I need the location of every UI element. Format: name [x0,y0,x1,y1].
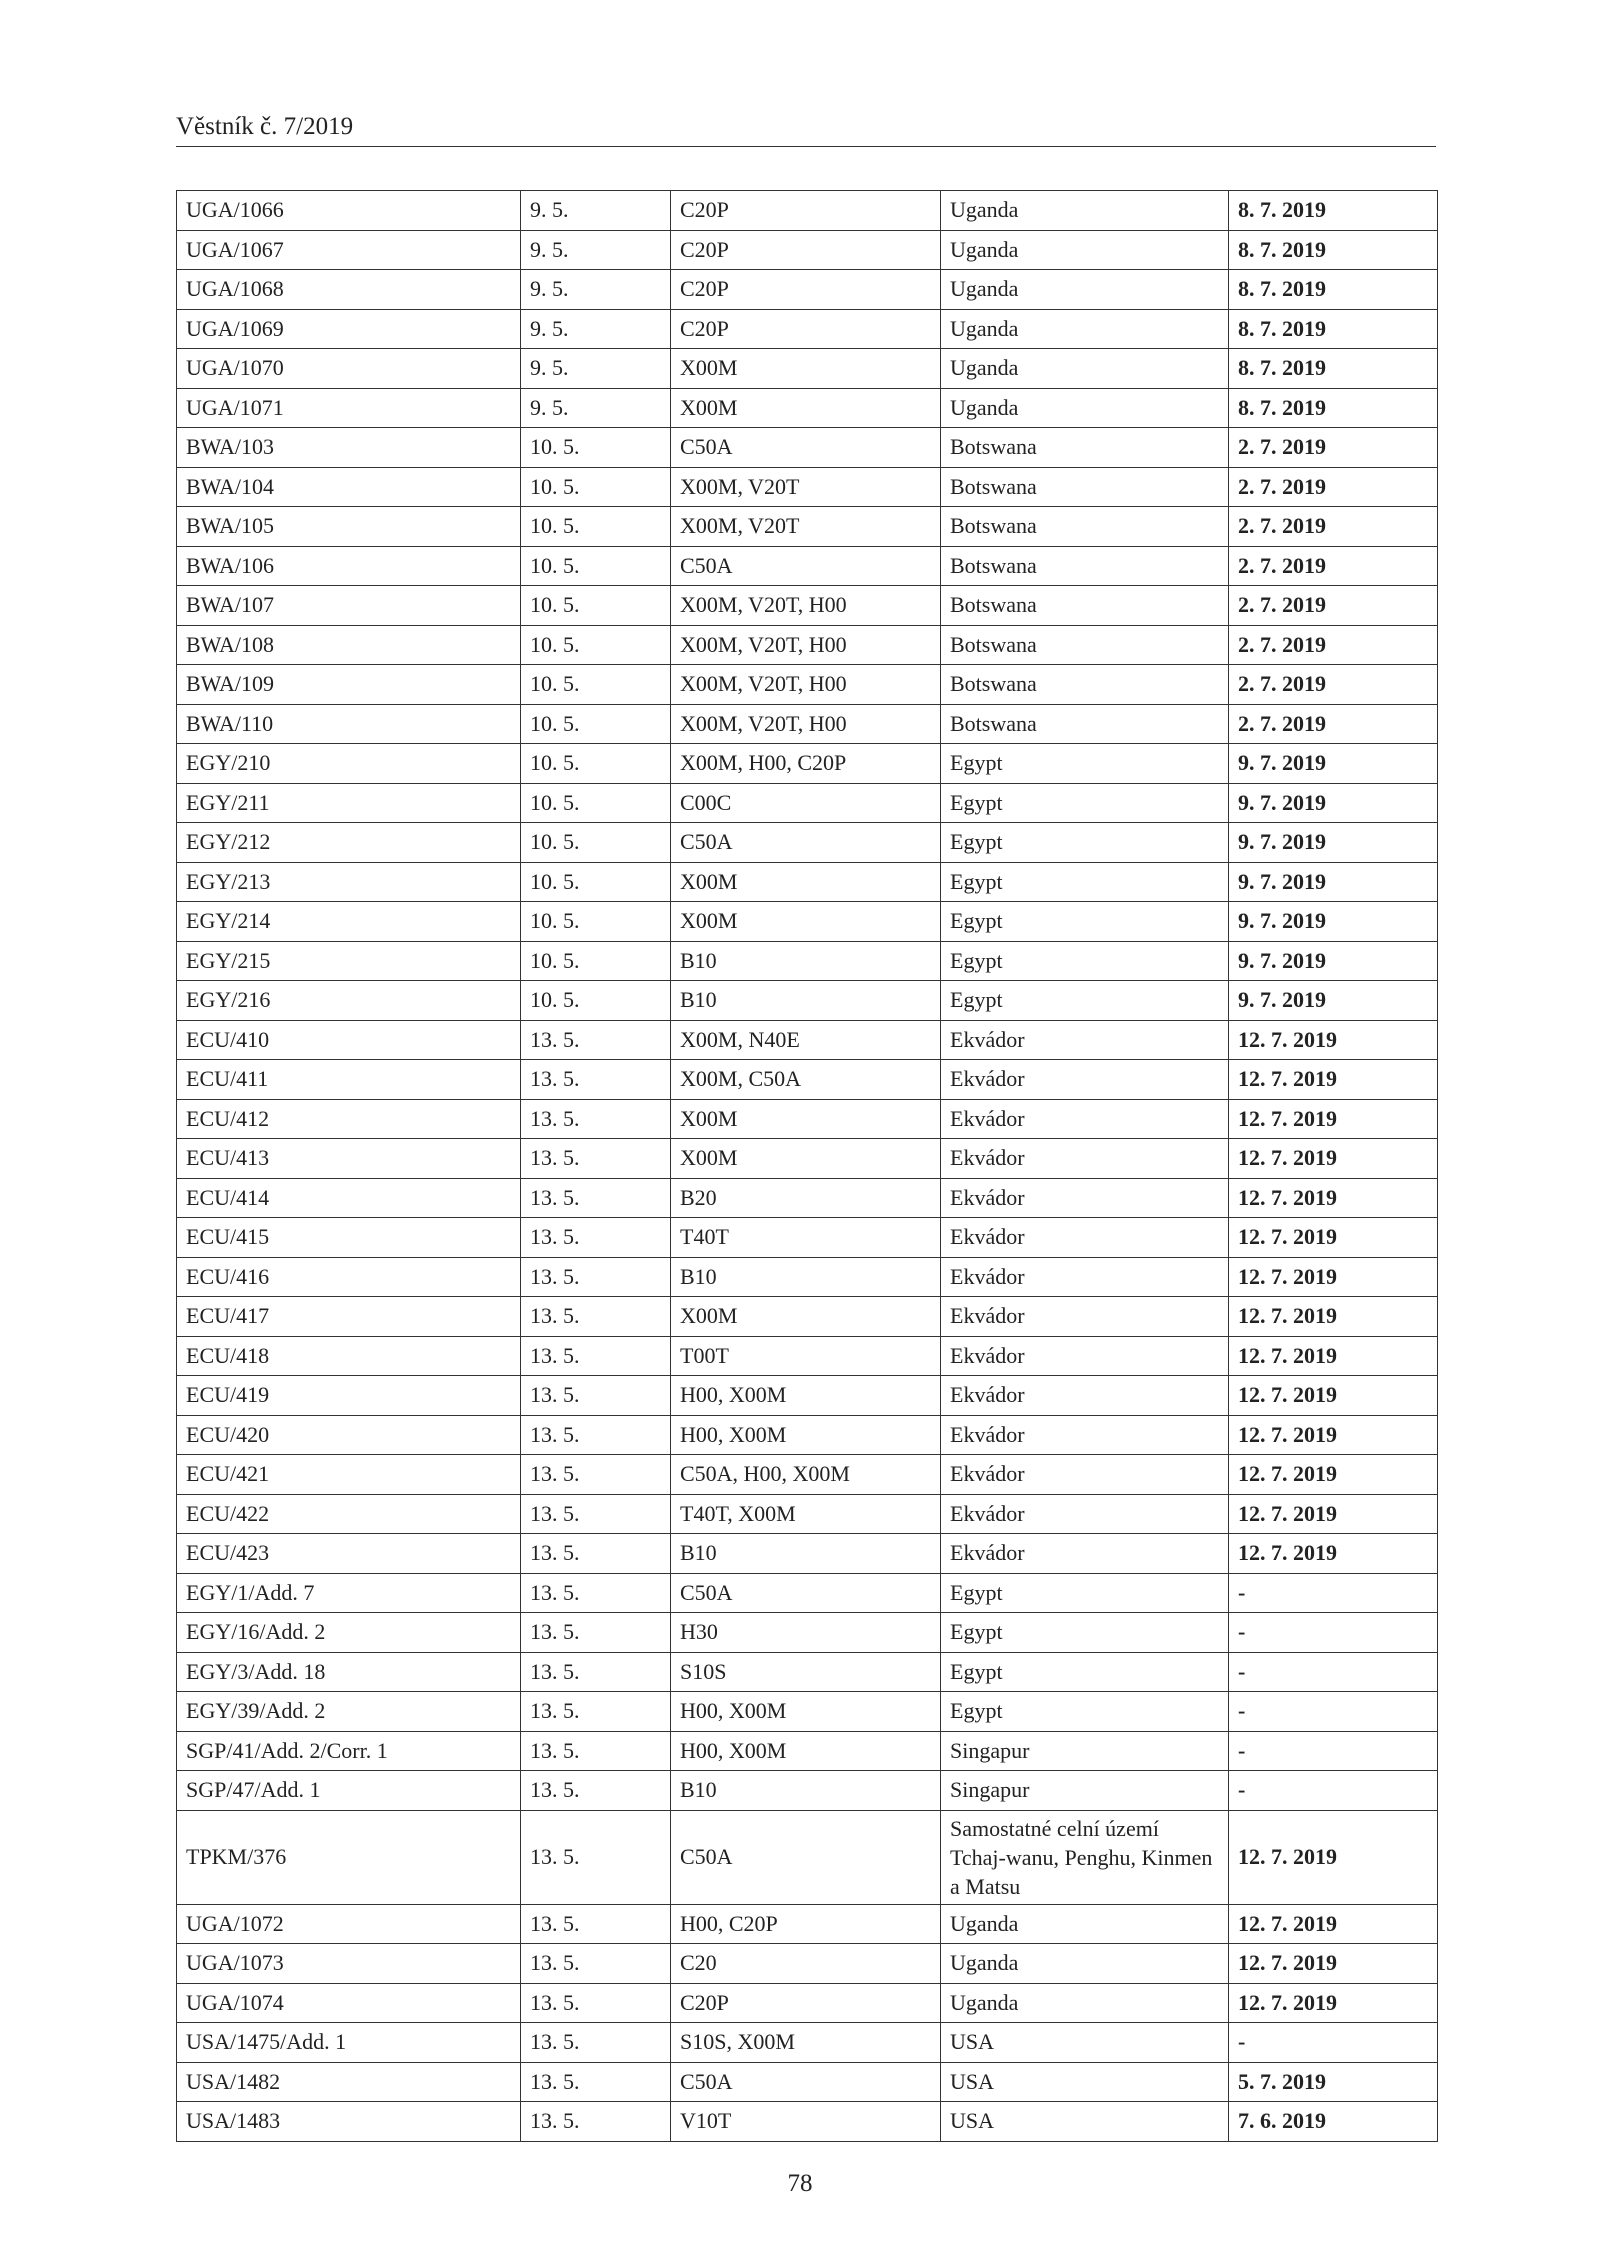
document-id-cell: EGY/16/Add. 2 [177,1613,521,1653]
country-cell: Uganda [941,388,1229,428]
date-cell: 13. 5. [521,2062,671,2102]
date-cell: 10. 5. [521,625,671,665]
deadline-cell: 2. 7. 2019 [1229,467,1438,507]
table-row [177,2062,1438,2102]
document-id-cell: EGY/39/Add. 2 [177,1692,521,1732]
country-cell: Ekvádor [941,1218,1229,1258]
country-cell: Ekvádor [941,1020,1229,1060]
date-cell: 13. 5. [521,1376,671,1416]
document-id-cell: ECU/422 [177,1494,521,1534]
code-cell: C20P [671,230,941,270]
table-row [177,191,1438,231]
deadline-cell: 12. 7. 2019 [1229,1904,1438,1944]
country-cell: Egypt [941,783,1229,823]
table-row [177,1060,1438,1100]
date-cell: 10. 5. [521,981,671,1021]
table-row [177,1652,1438,1692]
code-cell: X00M [671,349,941,389]
table-row [177,1139,1438,1179]
document-id-cell: USA/1482 [177,2062,521,2102]
table-row [177,981,1438,1021]
code-cell: C00C [671,783,941,823]
table-row [177,1613,1438,1653]
country-cell: Egypt [941,941,1229,981]
country-cell: Singapur [941,1771,1229,1811]
document-id-cell: TPKM/376 [177,1810,521,1904]
deadline-cell: 9. 7. 2019 [1229,902,1438,942]
document-id-cell: ECU/421 [177,1455,521,1495]
document-id-cell: ECU/413 [177,1139,521,1179]
date-cell: 13. 5. [521,1060,671,1100]
table-row [177,1257,1438,1297]
table-row [177,349,1438,389]
date-cell: 9. 5. [521,230,671,270]
code-cell: C20P [671,191,941,231]
deadline-cell: 8. 7. 2019 [1229,270,1438,310]
code-cell: V10T [671,2102,941,2142]
deadline-cell: - [1229,1613,1438,1653]
table-row [177,388,1438,428]
document-id-cell: EGY/211 [177,783,521,823]
table-row [177,1376,1438,1416]
document-id-cell: ECU/417 [177,1297,521,1337]
deadline-cell: - [1229,2023,1438,2063]
deadline-cell: 9. 7. 2019 [1229,941,1438,981]
date-cell: 13. 5. [521,1020,671,1060]
table-row [177,1218,1438,1258]
country-cell: Ekvádor [941,1099,1229,1139]
document-id-cell: BWA/109 [177,665,521,705]
country-cell: Ekvádor [941,1178,1229,1218]
date-cell: 10. 5. [521,586,671,626]
table-row [177,941,1438,981]
table-row [177,428,1438,468]
document-id-cell: SGP/47/Add. 1 [177,1771,521,1811]
date-cell: 10. 5. [521,507,671,547]
date-cell: 10. 5. [521,783,671,823]
country-cell: Egypt [941,744,1229,784]
document-id-cell: ECU/411 [177,1060,521,1100]
date-cell: 10. 5. [521,862,671,902]
notification-table [176,190,1438,2142]
deadline-cell: 12. 7. 2019 [1229,1060,1438,1100]
code-cell: B10 [671,1771,941,1811]
table-row [177,586,1438,626]
table-row [177,902,1438,942]
country-cell: Ekvádor [941,1060,1229,1100]
date-cell: 13. 5. [521,1944,671,1984]
table-row [177,270,1438,310]
code-cell: C20P [671,309,941,349]
code-cell: C20P [671,1983,941,2023]
date-cell: 13. 5. [521,1810,671,1904]
date-cell: 13. 5. [521,2102,671,2142]
date-cell: 10. 5. [521,704,671,744]
table-row [177,1178,1438,1218]
table-row [177,1810,1438,1904]
code-cell: B20 [671,1178,941,1218]
document-id-cell: BWA/104 [177,467,521,507]
code-cell: C50A, H00, X00M [671,1455,941,1495]
date-cell: 13. 5. [521,1178,671,1218]
country-cell: Egypt [941,862,1229,902]
document-id-cell: UGA/1074 [177,1983,521,2023]
table-row [177,1494,1438,1534]
country-cell: Egypt [941,902,1229,942]
code-cell: H00, X00M [671,1376,941,1416]
table-row [177,230,1438,270]
deadline-cell: 8. 7. 2019 [1229,349,1438,389]
country-cell: Ekvádor [941,1336,1229,1376]
page-number: 78 [787,2170,813,2197]
deadline-cell: 5. 7. 2019 [1229,2062,1438,2102]
document-id-cell: BWA/107 [177,586,521,626]
date-cell: 13. 5. [521,1455,671,1495]
document-id-cell: EGY/3/Add. 18 [177,1652,521,1692]
date-cell: 13. 5. [521,1904,671,1944]
document-id-cell: BWA/108 [177,625,521,665]
code-cell: C50A [671,1810,941,1904]
document-id-cell: UGA/1073 [177,1944,521,1984]
date-cell: 13. 5. [521,1613,671,1653]
table-row [177,467,1438,507]
date-cell: 13. 5. [521,1692,671,1732]
table-row [177,1771,1438,1811]
document-id-cell: BWA/103 [177,428,521,468]
code-cell: X00M, N40E [671,1020,941,1060]
code-cell: H30 [671,1613,941,1653]
country-cell: USA [941,2102,1229,2142]
date-cell: 9. 5. [521,309,671,349]
deadline-cell: 12. 7. 2019 [1229,1178,1438,1218]
table-row [177,1731,1438,1771]
country-cell: Uganda [941,349,1229,389]
table-row [177,1983,1438,2023]
table-row [177,1415,1438,1455]
country-cell: Egypt [941,1613,1229,1653]
country-cell: Ekvádor [941,1139,1229,1179]
date-cell: 13. 5. [521,1731,671,1771]
deadline-cell: 12. 7. 2019 [1229,1020,1438,1060]
journal-title: Věstník č. 7/2019 [176,113,354,140]
table-row [177,2102,1438,2142]
deadline-cell: 2. 7. 2019 [1229,546,1438,586]
document-id-cell: EGY/213 [177,862,521,902]
document-id-cell: ECU/419 [177,1376,521,1416]
code-cell: C50A [671,823,941,863]
table-row [177,744,1438,784]
date-cell: 13. 5. [521,1771,671,1811]
country-cell: Singapur [941,1731,1229,1771]
country-cell: Egypt [941,1692,1229,1732]
document-id-cell: UGA/1072 [177,1904,521,1944]
code-cell: C50A [671,1573,941,1613]
deadline-cell: 12. 7. 2019 [1229,1455,1438,1495]
table-row [177,309,1438,349]
country-cell: Botswana [941,546,1229,586]
code-cell: T40T [671,1218,941,1258]
deadline-cell: 8. 7. 2019 [1229,230,1438,270]
page-footer [0,2170,1600,2198]
code-cell: X00M, V20T [671,467,941,507]
deadline-cell: 8. 7. 2019 [1229,388,1438,428]
deadline-cell: 9. 7. 2019 [1229,823,1438,863]
document-id-cell: UGA/1066 [177,191,521,231]
deadline-cell: 12. 7. 2019 [1229,1099,1438,1139]
document-id-cell: ECU/414 [177,1178,521,1218]
date-cell: 10. 5. [521,546,671,586]
deadline-cell: 12. 7. 2019 [1229,1376,1438,1416]
country-cell: Uganda [941,1983,1229,2023]
code-cell: X00M [671,862,941,902]
document-id-cell: EGY/1/Add. 7 [177,1573,521,1613]
document-id-cell: EGY/216 [177,981,521,1021]
country-cell: Botswana [941,625,1229,665]
country-cell: Ekvádor [941,1376,1229,1416]
table-row [177,1944,1438,1984]
code-cell: B10 [671,981,941,1021]
country-cell: Ekvádor [941,1494,1229,1534]
country-cell: Uganda [941,1904,1229,1944]
country-cell: Ekvádor [941,1455,1229,1495]
code-cell: X00M [671,1139,941,1179]
table-row [177,862,1438,902]
table-row [177,1020,1438,1060]
document-id-cell: EGY/210 [177,744,521,784]
table-row [177,546,1438,586]
document-id-cell: BWA/106 [177,546,521,586]
date-cell: 13. 5. [521,1336,671,1376]
deadline-cell: 2. 7. 2019 [1229,428,1438,468]
code-cell: H00, X00M [671,1731,941,1771]
date-cell: 9. 5. [521,191,671,231]
code-cell: X00M, V20T, H00 [671,704,941,744]
table-body [177,191,1438,2142]
country-cell: Samostatné celní území Tchaj-wanu, Penghu, Kinmen a Matsu [941,1810,1229,1904]
deadline-cell: 8. 7. 2019 [1229,191,1438,231]
code-cell: T40T, X00M [671,1494,941,1534]
date-cell: 13. 5. [521,1218,671,1258]
deadline-cell: 2. 7. 2019 [1229,586,1438,626]
table-row [177,625,1438,665]
deadline-cell: 2. 7. 2019 [1229,625,1438,665]
document-id-cell: USA/1483 [177,2102,521,2142]
date-cell: 10. 5. [521,428,671,468]
table-row [177,507,1438,547]
country-cell: USA [941,2023,1229,2063]
date-cell: 13. 5. [521,1983,671,2023]
date-cell: 10. 5. [521,941,671,981]
deadline-cell: 12. 7. 2019 [1229,1257,1438,1297]
table-row [177,783,1438,823]
page-header [176,112,1436,147]
document-id-cell: EGY/212 [177,823,521,863]
deadline-cell: 12. 7. 2019 [1229,1139,1438,1179]
code-cell: C20 [671,1944,941,1984]
table-row [177,1455,1438,1495]
document-id-cell: USA/1475/Add. 1 [177,2023,521,2063]
deadline-cell: 9. 7. 2019 [1229,783,1438,823]
date-cell: 10. 5. [521,902,671,942]
document-id-cell: ECU/420 [177,1415,521,1455]
date-cell: 13. 5. [521,1297,671,1337]
country-cell: Uganda [941,309,1229,349]
country-cell: Uganda [941,1944,1229,1984]
date-cell: 13. 5. [521,1139,671,1179]
country-cell: Uganda [941,230,1229,270]
date-cell: 9. 5. [521,349,671,389]
date-cell: 10. 5. [521,467,671,507]
code-cell: X00M, V20T, H00 [671,586,941,626]
date-cell: 13. 5. [521,1534,671,1574]
table-row [177,1904,1438,1944]
deadline-cell: - [1229,1573,1438,1613]
document-id-cell: ECU/416 [177,1257,521,1297]
deadline-cell: - [1229,1771,1438,1811]
code-cell: H00, X00M [671,1692,941,1732]
code-cell: X00M, V20T, H00 [671,665,941,705]
document-id-cell: ECU/410 [177,1020,521,1060]
country-cell: Ekvádor [941,1257,1229,1297]
deadline-cell: 9. 7. 2019 [1229,744,1438,784]
date-cell: 9. 5. [521,388,671,428]
code-cell: H00, X00M [671,1415,941,1455]
table-row [177,2023,1438,2063]
date-cell: 13. 5. [521,1257,671,1297]
date-cell: 10. 5. [521,744,671,784]
code-cell: C20P [671,270,941,310]
country-cell: Botswana [941,428,1229,468]
code-cell: H00, C20P [671,1904,941,1944]
deadline-cell: 12. 7. 2019 [1229,1944,1438,1984]
country-cell: Ekvádor [941,1297,1229,1337]
code-cell: X00M, C50A [671,1060,941,1100]
document-id-cell: UGA/1070 [177,349,521,389]
document-id-cell: BWA/105 [177,507,521,547]
deadline-cell: 12. 7. 2019 [1229,1415,1438,1455]
deadline-cell: 2. 7. 2019 [1229,665,1438,705]
country-cell: Botswana [941,704,1229,744]
code-cell: C50A [671,428,941,468]
country-cell: Botswana [941,586,1229,626]
document-id-cell: BWA/110 [177,704,521,744]
code-cell: T00T [671,1336,941,1376]
country-cell: Egypt [941,823,1229,863]
deadline-cell: - [1229,1692,1438,1732]
code-cell: B10 [671,941,941,981]
country-cell: Botswana [941,507,1229,547]
country-cell: Ekvádor [941,1534,1229,1574]
code-cell: S10S [671,1652,941,1692]
country-cell: Egypt [941,1652,1229,1692]
document-id-cell: ECU/418 [177,1336,521,1376]
document-id-cell: ECU/423 [177,1534,521,1574]
deadline-cell: 12. 7. 2019 [1229,1810,1438,1904]
deadline-cell: 9. 7. 2019 [1229,862,1438,902]
code-cell: X00M, V20T [671,507,941,547]
document-id-cell: UGA/1071 [177,388,521,428]
document-id-cell: UGA/1068 [177,270,521,310]
country-cell: Egypt [941,981,1229,1021]
country-cell: Ekvádor [941,1415,1229,1455]
deadline-cell: 2. 7. 2019 [1229,704,1438,744]
code-cell: S10S, X00M [671,2023,941,2063]
deadline-cell: - [1229,1652,1438,1692]
document-id-cell: UGA/1067 [177,230,521,270]
date-cell: 13. 5. [521,1494,671,1534]
table-row [177,1336,1438,1376]
deadline-cell: 12. 7. 2019 [1229,1297,1438,1337]
date-cell: 10. 5. [521,823,671,863]
country-cell: Botswana [941,467,1229,507]
date-cell: 13. 5. [521,1415,671,1455]
deadline-cell: 7. 6. 2019 [1229,2102,1438,2142]
country-cell: Egypt [941,1573,1229,1613]
table-row [177,1534,1438,1574]
country-cell: USA [941,2062,1229,2102]
code-cell: X00M [671,1099,941,1139]
document-id-cell: ECU/412 [177,1099,521,1139]
deadline-cell: 2. 7. 2019 [1229,507,1438,547]
country-cell: Botswana [941,665,1229,705]
code-cell: C50A [671,2062,941,2102]
document-id-cell: ECU/415 [177,1218,521,1258]
table-row [177,704,1438,744]
date-cell: 13. 5. [521,2023,671,2063]
table-row [177,823,1438,863]
country-cell: Uganda [941,270,1229,310]
deadline-cell: 9. 7. 2019 [1229,981,1438,1021]
code-cell: X00M, H00, C20P [671,744,941,784]
table-row [177,1692,1438,1732]
deadline-cell: 12. 7. 2019 [1229,1983,1438,2023]
date-cell: 9. 5. [521,270,671,310]
date-cell: 13. 5. [521,1099,671,1139]
table-row [177,1573,1438,1613]
date-cell: 13. 5. [521,1573,671,1613]
code-cell: B10 [671,1257,941,1297]
document-id-cell: SGP/41/Add. 2/Corr. 1 [177,1731,521,1771]
deadline-cell: 12. 7. 2019 [1229,1534,1438,1574]
date-cell: 10. 5. [521,665,671,705]
table-row [177,665,1438,705]
country-cell: Uganda [941,191,1229,231]
code-cell: C50A [671,546,941,586]
deadline-cell: 8. 7. 2019 [1229,309,1438,349]
code-cell: X00M, V20T, H00 [671,625,941,665]
deadline-cell: - [1229,1731,1438,1771]
date-cell: 13. 5. [521,1652,671,1692]
document-id-cell: UGA/1069 [177,309,521,349]
code-cell: B10 [671,1534,941,1574]
table-row [177,1099,1438,1139]
code-cell: X00M [671,902,941,942]
document-id-cell: EGY/215 [177,941,521,981]
document-id-cell: EGY/214 [177,902,521,942]
deadline-cell: 12. 7. 2019 [1229,1494,1438,1534]
code-cell: X00M [671,1297,941,1337]
table-row [177,1297,1438,1337]
deadline-cell: 12. 7. 2019 [1229,1218,1438,1258]
code-cell: X00M [671,388,941,428]
deadline-cell: 12. 7. 2019 [1229,1336,1438,1376]
